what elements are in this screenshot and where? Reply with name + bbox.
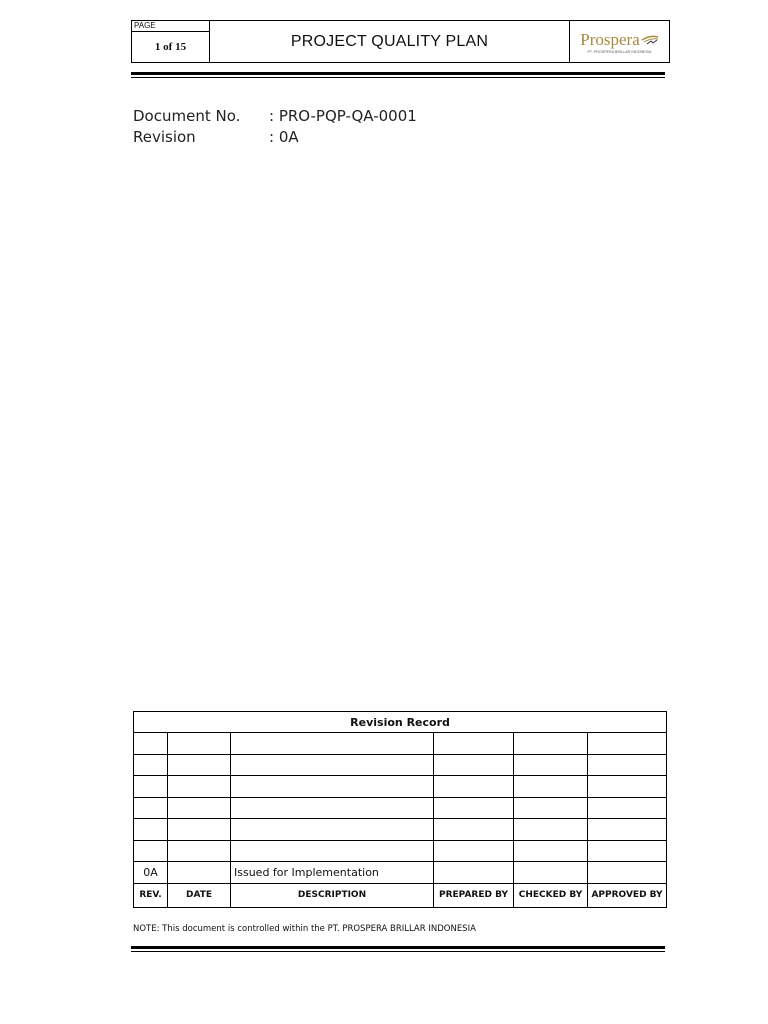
header-rule-thin [131, 77, 665, 78]
table-cell [588, 840, 667, 862]
table-cell [231, 754, 434, 776]
table-cell [588, 819, 667, 841]
table-cell [588, 754, 667, 776]
table-cell [168, 840, 231, 862]
column-header: DATE [168, 883, 231, 907]
column-header: APPROVED BY [588, 883, 667, 907]
table-cell [134, 733, 168, 755]
document-title: PROJECT QUALITY PLAN [210, 21, 570, 62]
revision-record-title: Revision Record [134, 712, 667, 733]
table-cell [434, 862, 514, 884]
table-cell: Issued for Implementation [231, 862, 434, 884]
table-row [134, 733, 667, 755]
company-logo [570, 21, 669, 62]
doc-no-label: Document No. [133, 107, 241, 125]
table-cell [231, 797, 434, 819]
logo-wordmark: Prospera [580, 29, 640, 49]
column-header: REV. [134, 883, 168, 907]
table-row [134, 797, 667, 819]
table-cell [588, 862, 667, 884]
table-cell [514, 862, 588, 884]
table-cell [514, 819, 588, 841]
column-header: CHECKED BY [514, 883, 588, 907]
revision-label: Revision [133, 128, 196, 146]
page-header [131, 20, 670, 63]
table-cell [168, 754, 231, 776]
table-cell [134, 754, 168, 776]
document-info [133, 106, 417, 148]
table-cell [134, 776, 168, 798]
revision-value: : 0A [269, 128, 299, 146]
table-cell [588, 733, 667, 755]
table-cell [134, 797, 168, 819]
footer-rule-thin [131, 951, 665, 952]
column-header: PREPARED BY [434, 883, 514, 907]
doc-no-row [133, 106, 417, 127]
page-number: 1 of 15 [154, 41, 187, 53]
table-cell [434, 754, 514, 776]
table-cell [514, 733, 588, 755]
table-cell [434, 797, 514, 819]
revision-record-table [133, 711, 667, 908]
table-cell [134, 840, 168, 862]
table-cell [434, 733, 514, 755]
table-cell [168, 862, 231, 884]
table-row [134, 840, 667, 862]
table-cell [231, 776, 434, 798]
table-row [134, 862, 667, 884]
control-note: NOTE: This document is controlled within the PT. PROSPERA BRILLAR INDONESIA [133, 924, 476, 934]
column-header: DESCRIPTION [231, 883, 434, 907]
page-box [132, 21, 210, 62]
table-header-row [134, 883, 667, 907]
table-cell [168, 733, 231, 755]
table-cell [514, 797, 588, 819]
table-cell [514, 754, 588, 776]
table-cell [231, 819, 434, 841]
table-cell [434, 776, 514, 798]
table-cell [434, 819, 514, 841]
table-row [134, 754, 667, 776]
logo-subtitle: PT. PROSPERA BRILLAR INDONESIA [587, 49, 652, 54]
table-cell [514, 840, 588, 862]
header-rule-thick [131, 72, 665, 75]
table-row [134, 819, 667, 841]
revision-row [133, 127, 417, 148]
table-cell [231, 733, 434, 755]
table-cell [588, 797, 667, 819]
table-cell [434, 840, 514, 862]
table-cell [514, 776, 588, 798]
table-row [134, 776, 667, 798]
table-cell [168, 819, 231, 841]
table-cell [168, 797, 231, 819]
doc-no-value: : PRO-PQP-QA-0001 [269, 107, 417, 125]
table-cell: 0A [134, 862, 168, 884]
table-cell [134, 819, 168, 841]
footer-rule-thick [131, 946, 665, 949]
table-cell [231, 840, 434, 862]
table-cell [588, 776, 667, 798]
page-label: PAGE [132, 21, 209, 32]
table-cell [168, 776, 231, 798]
logo-mark-icon [641, 34, 659, 46]
